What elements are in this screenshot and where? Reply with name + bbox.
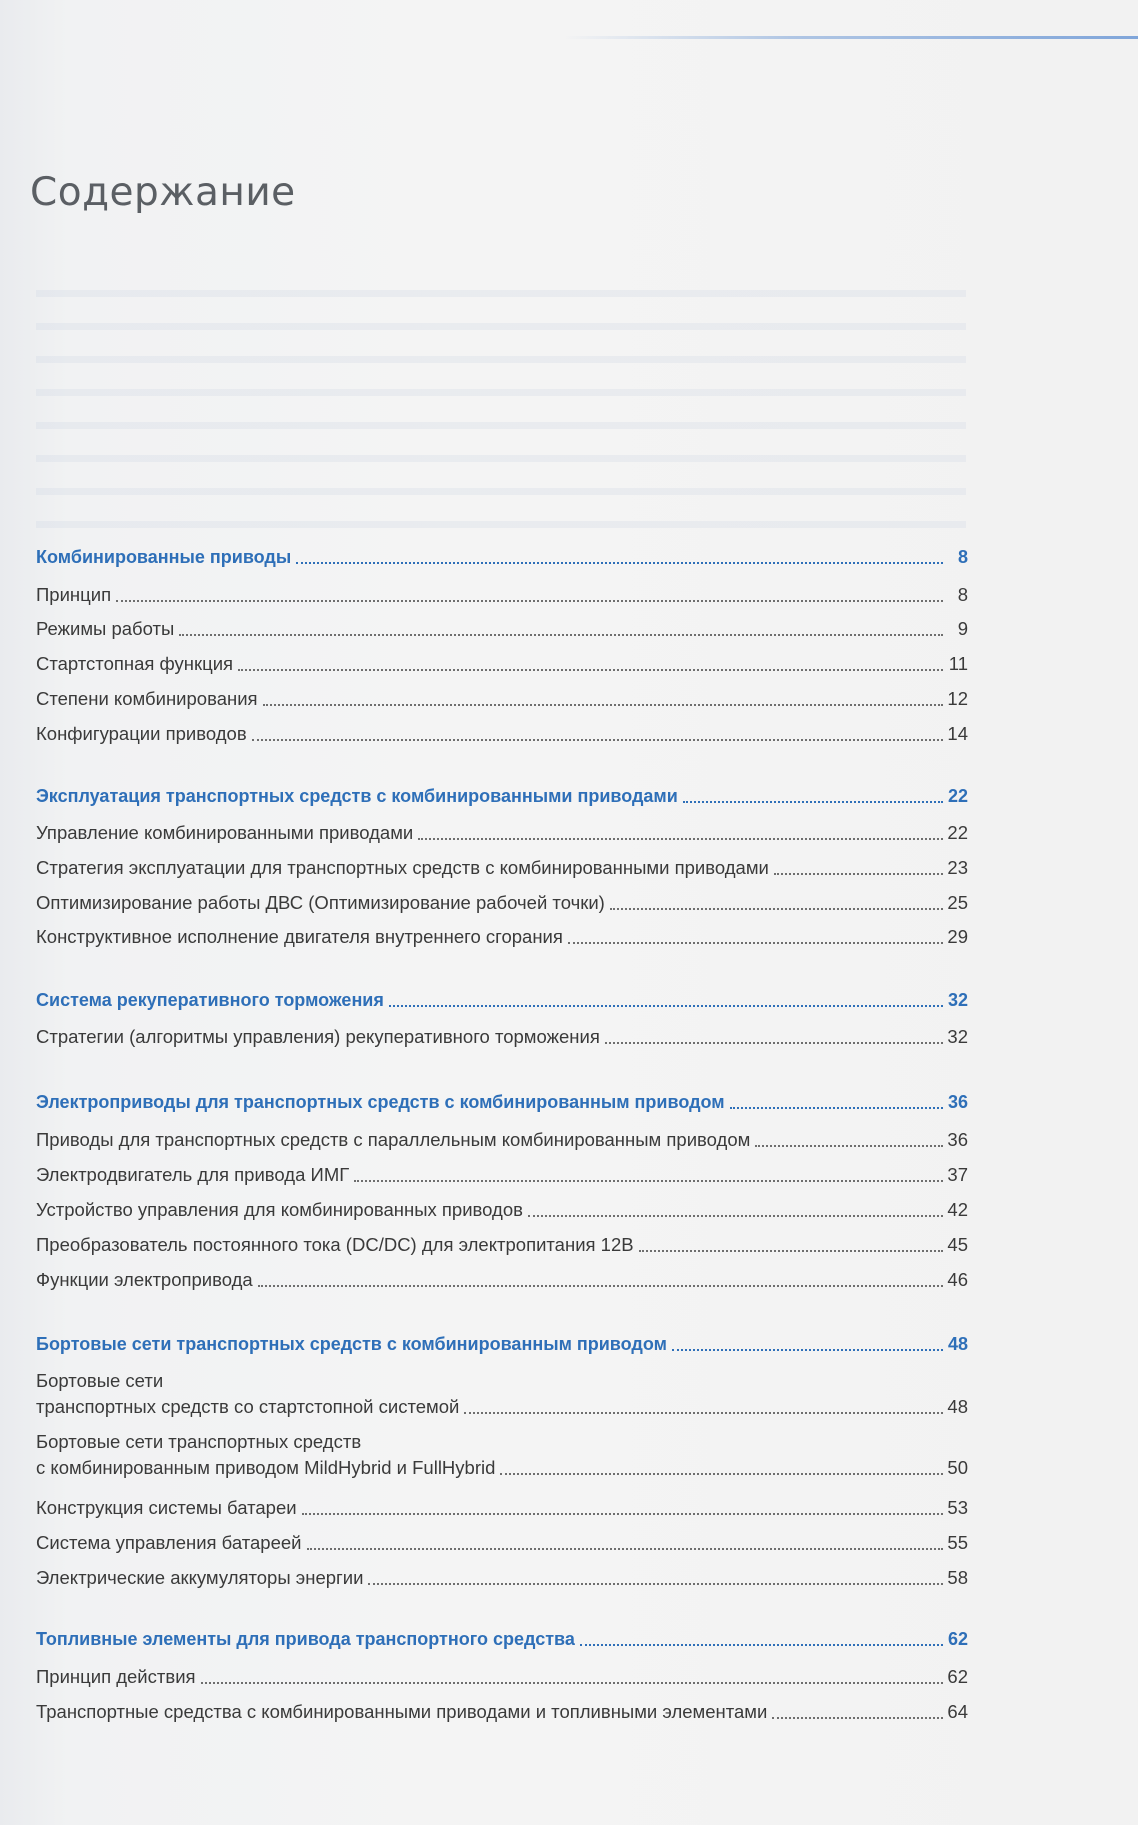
toc-entry (36, 1530, 968, 1556)
dot-leader (296, 562, 943, 564)
toc-entry (36, 651, 968, 677)
toc-entry-page-number: 12 (947, 688, 968, 709)
toc-entry-label: Принцип (36, 584, 112, 605)
dot-leader (774, 873, 943, 875)
dot-leader (179, 634, 943, 636)
dot-leader (389, 1005, 943, 1007)
toc-entry-label: Электрические аккумуляторы энергии (36, 1567, 364, 1588)
dot-leader (605, 1042, 943, 1044)
toc-entry-label: Конфигурации приводов (36, 723, 247, 744)
toc-entry-page-number: 42 (947, 1199, 968, 1220)
toc-entry-label: Стратегии (алгоритмы управления) рекуперативного торможения (36, 1026, 600, 1047)
toc-entry-page-number: 64 (947, 1701, 968, 1722)
toc-entry (36, 1699, 968, 1725)
toc-entry (36, 1127, 968, 1153)
toc-section-heading (36, 1331, 968, 1357)
toc-entry (36, 924, 968, 950)
toc-entry-page-number: 14 (947, 723, 968, 744)
toc-entry (36, 890, 968, 916)
toc-section-heading-page-number: 8 (957, 547, 968, 567)
toc-entry-label-line: Бортовые сети (36, 1370, 164, 1391)
toc-entry-label (36, 1429, 497, 1481)
dot-leader (610, 908, 943, 910)
page-title: Содержание (30, 170, 296, 215)
toc-entry-label: Стартстопная функция (36, 653, 234, 674)
toc-section-heading-label: Бортовые сети транспортных средств с комбинированным приводом (36, 1334, 667, 1354)
dot-leader (672, 1349, 943, 1351)
toc-entry (36, 686, 968, 712)
dot-leader (201, 1682, 943, 1684)
toc-entry (36, 1024, 968, 1050)
toc-section-heading (36, 783, 968, 809)
toc-entry-label: Конструкция системы батареи (36, 1497, 297, 1518)
toc-entry-label: Преобразователь постоянного тока (DC/DC) для электропитания 12В (36, 1234, 634, 1255)
toc-entry-page-number: 36 (947, 1129, 968, 1150)
toc-entry (36, 820, 968, 846)
header-rule (565, 36, 1138, 39)
toc-entry-page-number: 32 (947, 1026, 968, 1047)
toc-section-heading-page-number: 62 (947, 1629, 968, 1649)
toc-entry-page-number: 23 (947, 857, 968, 878)
toc-entry-page-number: 50 (947, 1457, 968, 1478)
toc-entry (36, 1664, 968, 1690)
toc-section-heading-page-number: 32 (947, 990, 968, 1010)
toc-entry (36, 855, 968, 881)
toc-entry-label: Конструктивное исполнение двигателя внутреннего сгорания (36, 926, 563, 947)
dot-leader (772, 1717, 943, 1719)
toc-entry-label: Управление комбинированными приводами (36, 822, 414, 843)
toc-entry-label-line: Бортовые сети транспортных средств (36, 1431, 362, 1452)
dot-leader (418, 838, 943, 840)
toc-entry-label: Приводы для транспортных средств с параллельным комбинированным приводом (36, 1129, 751, 1150)
toc-entry (36, 1368, 968, 1420)
toc-entry-label: Транспортные средства с комбинированными приводами и топливными элементами (36, 1701, 768, 1722)
toc-entry (36, 1267, 968, 1293)
toc-entry (36, 1197, 968, 1223)
toc-entry (36, 616, 968, 642)
toc-section-heading-label: Система рекуперативного торможения (36, 990, 384, 1010)
toc-entry-label: Функции электропривода (36, 1269, 253, 1290)
dot-leader (258, 1285, 943, 1287)
toc-entry-label: Электродвигатель для привода ИМГ (36, 1164, 350, 1185)
toc-section-heading-label: Электроприводы для транспортных средств с комбинированным приводом (36, 1092, 725, 1112)
toc-entry (36, 1429, 968, 1481)
dot-leader (464, 1412, 943, 1414)
dot-leader (238, 669, 943, 671)
dot-leader (683, 801, 943, 803)
dot-leader (528, 1215, 943, 1217)
toc-section-heading (36, 544, 968, 570)
show-through-background (36, 270, 966, 530)
dot-leader (302, 1513, 943, 1515)
toc-entry-page-number: 8 (957, 584, 968, 605)
toc-entry (36, 1495, 968, 1521)
dot-leader (263, 704, 943, 706)
toc-entry-page-number: 37 (947, 1164, 968, 1185)
toc-entry-label (36, 1368, 461, 1420)
toc-entry-label: Устройство управления для комбинированных приводов (36, 1199, 523, 1220)
toc-entry-label: Оптимизирование работы ДВС (Оптимизирование рабочей точки) (36, 892, 605, 913)
dot-leader (730, 1107, 943, 1109)
toc-entry-page-number: 25 (947, 892, 968, 913)
dot-leader (307, 1548, 944, 1550)
toc-entry-label: Принцип действия (36, 1666, 196, 1687)
dot-leader (252, 739, 943, 741)
dot-leader (354, 1180, 943, 1182)
toc-section-heading (36, 1626, 968, 1652)
toc-entry-page-number: 46 (947, 1269, 968, 1290)
toc-entry (36, 1162, 968, 1188)
toc-entry (36, 1565, 968, 1591)
toc-entry-page-number: 58 (947, 1567, 968, 1588)
toc-section-heading-page-number: 48 (947, 1334, 968, 1354)
dot-leader (500, 1473, 943, 1475)
dot-leader (116, 600, 943, 602)
dot-leader (580, 1644, 943, 1646)
toc-section-heading (36, 987, 968, 1013)
toc-entry-page-number: 22 (947, 822, 968, 843)
toc-entry-page-number: 45 (947, 1234, 968, 1255)
toc-entry-page-number: 29 (947, 926, 968, 947)
toc-section-heading-label: Топливные элементы для привода транспортного средства (36, 1629, 575, 1649)
toc-section-heading-label: Комбинированные приводы (36, 547, 292, 567)
toc-entry-page-number: 11 (948, 653, 968, 674)
toc-entry (36, 721, 968, 747)
toc-entry-label-line: транспортных средств со стартстопной системой (36, 1396, 460, 1417)
toc-entry-page-number: 53 (947, 1497, 968, 1518)
toc-entry-label: Стратегия эксплуатации для транспортных средств с комбинированными приводами (36, 857, 769, 878)
dot-leader (368, 1583, 943, 1585)
toc-entry-page-number: 55 (947, 1532, 968, 1553)
toc-entry-label-line: с комбинированным приводом MildHybrid и FullHybrid (36, 1457, 496, 1478)
toc-entry (36, 1232, 968, 1258)
toc-entry-label: Степени комбинирования (36, 688, 258, 709)
toc-section-heading-page-number: 22 (947, 786, 968, 806)
dot-leader (755, 1145, 943, 1147)
toc-entry-page-number: 9 (957, 618, 968, 639)
toc-entry-page-number: 62 (947, 1666, 968, 1687)
dot-leader (568, 942, 943, 944)
dot-leader (639, 1250, 943, 1252)
toc-entry (36, 582, 968, 608)
toc-entry-page-number: 48 (947, 1396, 968, 1417)
toc-section-heading-label: Эксплуатация транспортных средств с комбинированными приводами (36, 786, 678, 806)
toc-entry-label: Система управления батареей (36, 1532, 302, 1553)
toc-entry-label: Режимы работы (36, 618, 175, 639)
toc-section-heading-page-number: 36 (947, 1092, 968, 1112)
toc-section-heading (36, 1089, 968, 1115)
